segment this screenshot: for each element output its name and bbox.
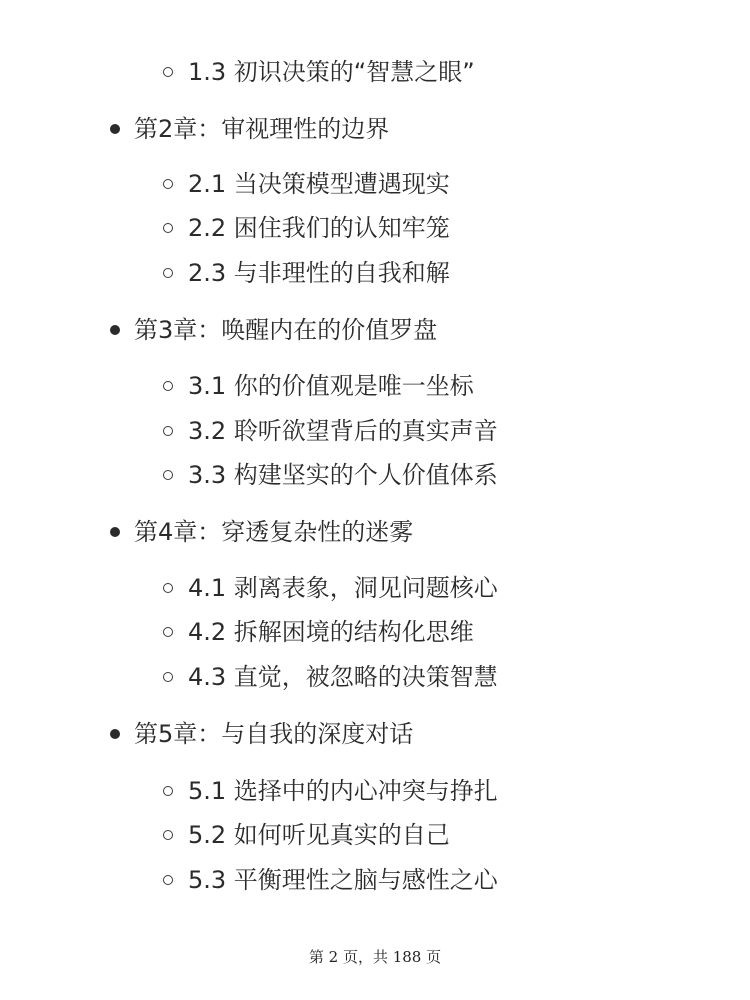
filled-bullet-icon xyxy=(110,729,120,739)
toc-section-4-3 xyxy=(0,657,750,697)
hollow-bullet-icon xyxy=(163,179,173,189)
toc-chapter-label: 第2章：审视理性的边界 xyxy=(134,115,390,143)
filled-bullet-icon xyxy=(110,325,120,335)
hollow-bullet-icon xyxy=(163,627,173,637)
hollow-bullet-icon xyxy=(163,583,173,593)
toc-section-label: 4.1 剥离表象，洞见问题核心 xyxy=(188,574,498,602)
toc-chapter-4 xyxy=(0,512,750,552)
toc-section-5-2 xyxy=(0,815,750,855)
toc-section-label: 4.3 直觉，被忽略的决策智慧 xyxy=(188,663,498,691)
toc-section-label: 2.2 困住我们的认知牢笼 xyxy=(188,214,450,242)
hollow-bullet-icon xyxy=(163,672,173,682)
toc-section-label: 3.2 聆听欲望背后的真实声音 xyxy=(188,417,498,445)
toc-chapter-label: 第3章：唤醒内在的价值罗盘 xyxy=(134,316,438,344)
toc-section-label: 2.3 与非理性的自我和解 xyxy=(188,259,450,287)
toc-section-label: 5.2 如何听见真实的自己 xyxy=(188,821,450,849)
hollow-bullet-icon xyxy=(163,381,173,391)
hollow-bullet-icon xyxy=(163,223,173,233)
toc-section-label: 3.3 构建坚实的个人价值体系 xyxy=(188,461,498,489)
toc-section-2-3 xyxy=(0,253,750,293)
toc-section-label: 5.1 选择中的内心冲突与挣扎 xyxy=(188,777,498,805)
filled-bullet-icon xyxy=(110,124,120,134)
hollow-bullet-icon xyxy=(163,67,173,77)
toc-chapter-2 xyxy=(0,109,750,149)
toc-section-4-2 xyxy=(0,612,750,652)
toc-section-2-1 xyxy=(0,164,750,204)
hollow-bullet-icon xyxy=(163,268,173,278)
toc-section-5-1 xyxy=(0,771,750,811)
hollow-bullet-icon xyxy=(163,830,173,840)
toc-section-label: 5.3 平衡理性之脑与感性之心 xyxy=(188,866,498,894)
hollow-bullet-icon xyxy=(163,470,173,480)
hollow-bullet-icon xyxy=(163,875,173,885)
toc-chapter-5 xyxy=(0,714,750,754)
toc-chapter-label: 第5章：与自我的深度对话 xyxy=(134,720,414,748)
toc-chapter-3 xyxy=(0,310,750,350)
hollow-bullet-icon xyxy=(163,786,173,796)
toc-section-3-3 xyxy=(0,455,750,495)
toc-section-3-2 xyxy=(0,411,750,451)
toc-section-4-1 xyxy=(0,568,750,608)
toc-section-label: 4.2 拆解困境的结构化思维 xyxy=(188,618,474,646)
hollow-bullet-icon xyxy=(163,426,173,436)
toc-section-2-2 xyxy=(0,208,750,248)
toc-section-label: 3.1 你的价值观是唯一坐标 xyxy=(188,372,474,400)
filled-bullet-icon xyxy=(110,527,120,537)
toc-section-1-3 xyxy=(0,52,750,92)
toc-section-3-1 xyxy=(0,366,750,406)
toc-section-label: 1.3 初识决策的“智慧之眼” xyxy=(188,58,475,86)
toc-section-label: 2.1 当决策模型遭遇现实 xyxy=(188,170,450,198)
page-number-footer: 第 2 页，共 188 页 xyxy=(308,948,442,966)
toc-section-5-3 xyxy=(0,860,750,900)
toc-chapter-label: 第4章：穿透复杂性的迷雾 xyxy=(134,518,414,546)
